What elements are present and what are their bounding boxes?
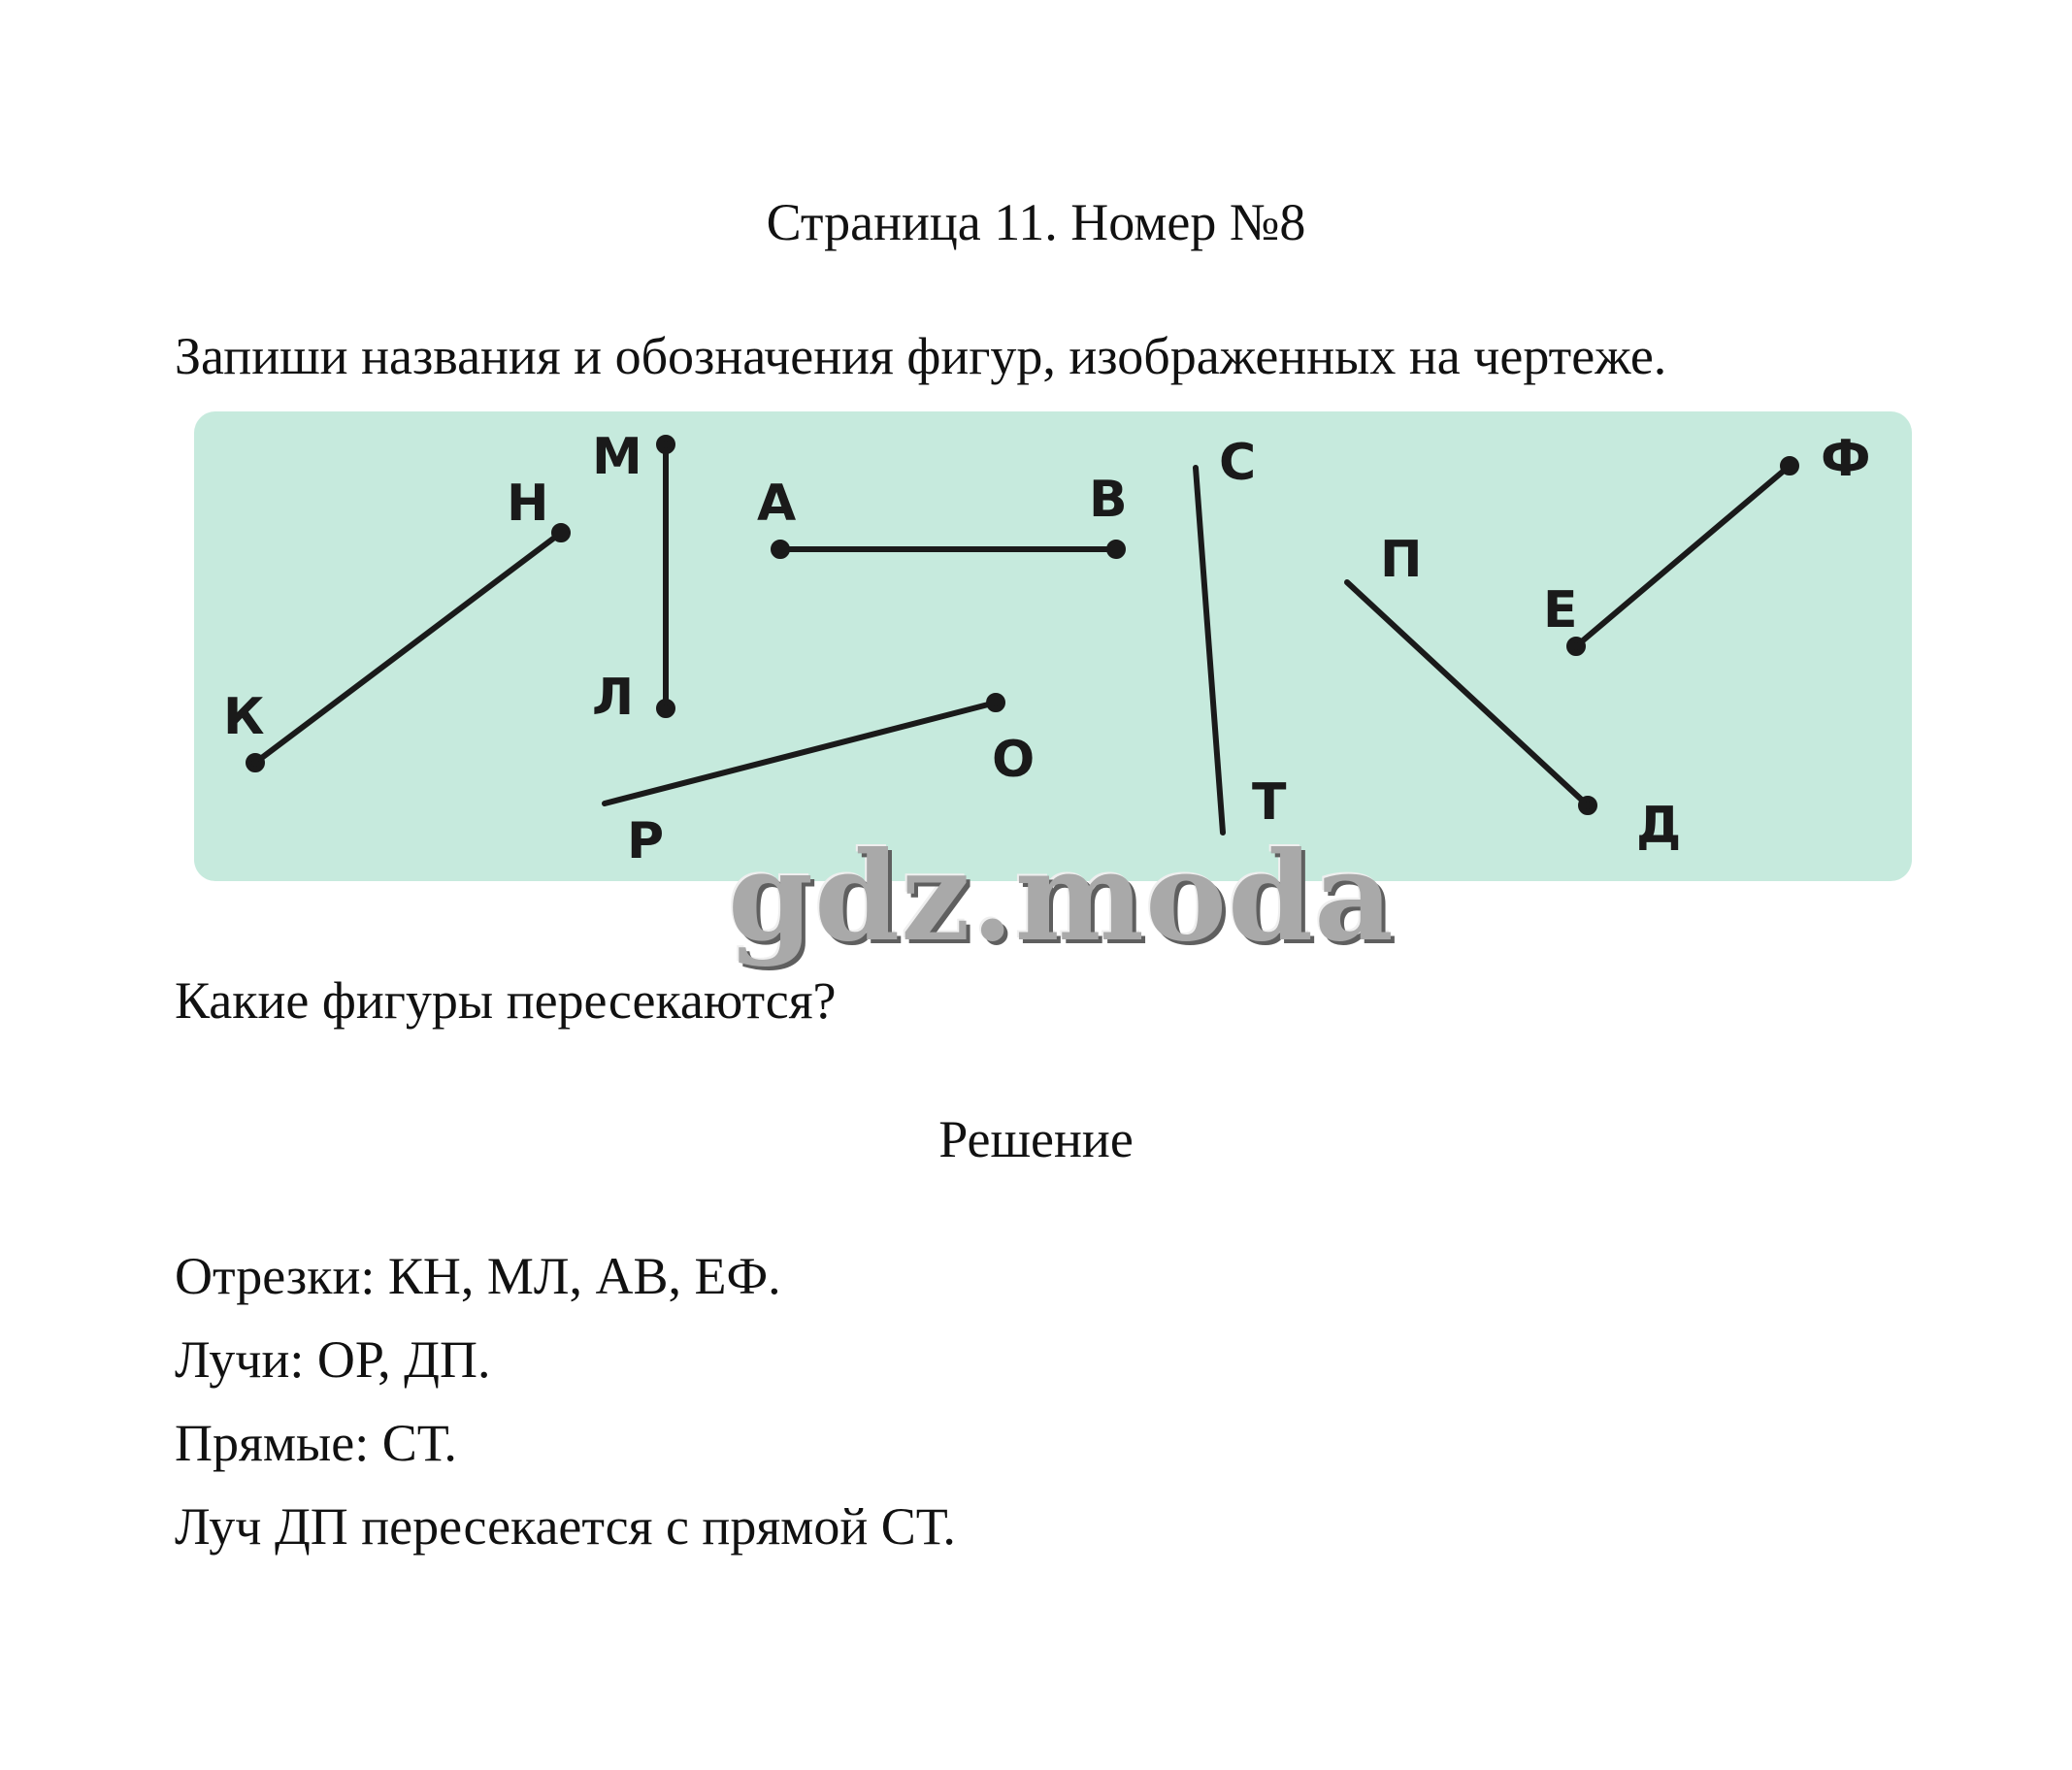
label-l: Л xyxy=(592,669,635,727)
label-e: Е xyxy=(1543,581,1578,639)
point-k xyxy=(248,756,262,770)
line-st xyxy=(1196,468,1223,833)
point-o xyxy=(989,696,1003,709)
geometry-figure xyxy=(194,411,1912,881)
question-text: Какие фигуры пересекаются? xyxy=(175,971,837,1030)
label-f: Ф xyxy=(1821,430,1871,488)
point-n xyxy=(554,526,568,540)
task-text: Запиши названия и обозначения фигур, изображенных на чертеже. xyxy=(175,327,1667,385)
point-v xyxy=(1109,542,1123,556)
answer-lines: Прямые: СТ. xyxy=(175,1414,457,1472)
answer-intersection: Луч ДП пересекается с прямой СТ. xyxy=(175,1497,956,1556)
label-s: С xyxy=(1219,434,1257,492)
solution-heading: Решение xyxy=(938,1110,1134,1168)
point-d xyxy=(1581,799,1595,812)
label-o: О xyxy=(992,731,1036,789)
label-n: Н xyxy=(507,475,549,533)
point-f xyxy=(1783,459,1796,473)
label-k: К xyxy=(223,688,265,746)
answer-rays: Лучи: ОР, ДП. xyxy=(175,1330,491,1389)
label-d: Д xyxy=(1636,797,1682,855)
label-t: Т xyxy=(1252,773,1287,832)
point-e xyxy=(1569,639,1583,653)
segment-kn xyxy=(255,533,561,763)
page-title: Страница 11. Номер №8 xyxy=(766,193,1306,251)
label-p: П xyxy=(1380,531,1423,589)
point-l xyxy=(659,702,673,715)
label-v: В xyxy=(1089,471,1128,529)
label-r: Р xyxy=(627,812,665,870)
watermark: gdz.moda xyxy=(728,825,1395,968)
segment-ef xyxy=(1576,466,1790,646)
label-m: М xyxy=(592,428,642,486)
point-a xyxy=(773,542,787,556)
answer-segments: Отрезки: КН, МЛ, АВ, ЕФ. xyxy=(175,1247,781,1305)
point-m xyxy=(659,438,673,451)
label-a: А xyxy=(757,475,797,533)
figure-drawing xyxy=(194,411,1912,881)
